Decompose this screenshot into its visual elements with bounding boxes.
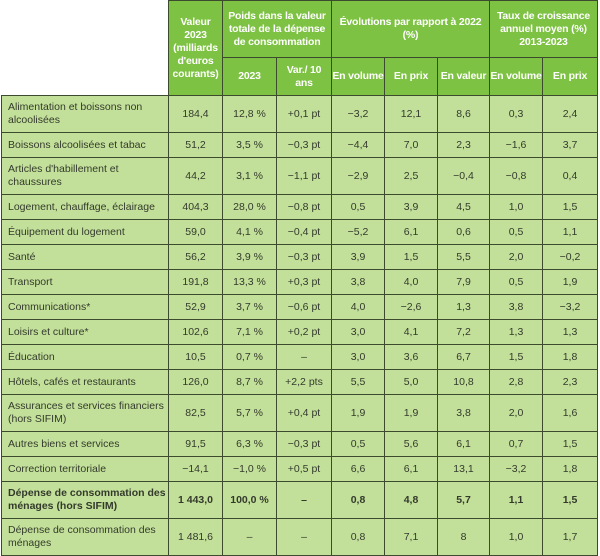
table-cell: 1,0: [490, 195, 543, 220]
table-cell: −4,4: [332, 133, 385, 158]
row-label: Assurances et services financiers (hors SIFIM): [2, 395, 169, 432]
table-cell: 2,4: [543, 96, 598, 133]
table-cell: 7,2: [438, 320, 490, 345]
table-cell: −0,6 pt: [277, 295, 332, 320]
table-row: [2, 320, 598, 345]
table-cell: 1,3: [543, 320, 598, 345]
table-cell: 28,0 %: [223, 195, 277, 220]
table-cell: 3,8: [332, 270, 385, 295]
table-cell: 191,8: [169, 270, 223, 295]
table-cell: 8,7 %: [223, 370, 277, 395]
table-cell: 0,5: [490, 220, 543, 245]
table-cell: 0,7: [490, 432, 543, 457]
table-cell: 1,8: [543, 457, 598, 482]
table-cell: −2,9: [332, 158, 385, 195]
row-label: Logement, chauffage, éclairage: [2, 195, 169, 220]
table-cell: 2,8: [490, 370, 543, 395]
table-cell: 0,5: [490, 270, 543, 295]
table-cell: −5,2: [332, 220, 385, 245]
table-cell: −14,1: [169, 457, 223, 482]
table-cell: 5,7: [438, 482, 490, 519]
table-cell: 1,9: [543, 270, 598, 295]
table-cell: 4,1: [385, 320, 438, 345]
table-cell: 7,0: [385, 133, 438, 158]
table-cell: 5,6: [385, 432, 438, 457]
table-cell: 52,9: [169, 295, 223, 320]
table-cell: 4,1 %: [223, 220, 277, 245]
table-cell: 126,0: [169, 370, 223, 395]
row-label: Dépense de consommation des ménages: [2, 519, 169, 556]
table-cell: +0,4 pt: [277, 395, 332, 432]
row-label: Boissons alcoolisées et tabac: [2, 133, 169, 158]
table-cell: 0,5: [332, 432, 385, 457]
table-cell: 3,9: [332, 245, 385, 270]
table-cell: 1,8: [543, 345, 598, 370]
table-row: [2, 295, 598, 320]
header-evolutions: Évolutions par rapport à 2022 (%): [332, 1, 490, 58]
corner-blank: [2, 1, 169, 96]
header-taux: Taux de croissance annuel moyen (%) 2013-2023: [490, 1, 598, 58]
table-cell: 1,0: [490, 519, 543, 556]
table-cell: 13,1: [438, 457, 490, 482]
table-cell: −3,2: [490, 457, 543, 482]
table-cell: 1 481,6: [169, 519, 223, 556]
table-cell: −3,2: [332, 96, 385, 133]
table-cell: 1,1: [543, 220, 598, 245]
table-cell: –: [277, 345, 332, 370]
subheader: En prix: [543, 58, 598, 96]
table-cell: 1,3: [490, 320, 543, 345]
table-cell: 44,2: [169, 158, 223, 195]
subheader: En valeur: [438, 58, 490, 96]
table-cell: 0,3: [490, 96, 543, 133]
table-cell: 5,5: [438, 245, 490, 270]
table-row: [2, 457, 598, 482]
table-cell: −3,2: [543, 295, 598, 320]
table-cell: 0,4: [543, 158, 598, 195]
table-cell: 1,7: [543, 519, 598, 556]
table-cell: 12,8 %: [223, 96, 277, 133]
table-cell: 59,0: [169, 220, 223, 245]
table-cell: 2,3: [543, 370, 598, 395]
table-cell: −0,8: [490, 158, 543, 195]
table-cell: 4,5: [438, 195, 490, 220]
row-label: Correction territoriale: [2, 457, 169, 482]
table-cell: 10,8: [438, 370, 490, 395]
table-cell: 2,0: [490, 395, 543, 432]
table-cell: 91,5: [169, 432, 223, 457]
subheader: Var./ 10 ans: [277, 58, 332, 96]
header-valeur: Valeur 2023 (milliards d'euros courants): [169, 1, 223, 96]
table-cell: –: [277, 519, 332, 556]
table-row: [2, 133, 598, 158]
row-label: Équipement du logement: [2, 220, 169, 245]
table-cell: 10,5: [169, 345, 223, 370]
table-row: [2, 96, 598, 133]
table-row: [2, 395, 598, 432]
table-cell: 12,1: [385, 96, 438, 133]
table-cell: 3,9: [385, 195, 438, 220]
table-cell: 2,3: [438, 133, 490, 158]
table-cell: −0,3 pt: [277, 133, 332, 158]
table-cell: 8,6: [438, 96, 490, 133]
subheader: En volume: [490, 58, 543, 96]
row-label: Dépense de consommation des ménages (hors SIFIM): [2, 482, 169, 519]
table-cell: 3,7: [543, 133, 598, 158]
table-cell: 184,4: [169, 96, 223, 133]
table-cell: 8: [438, 519, 490, 556]
table-cell: +0,1 pt: [277, 96, 332, 133]
table-cell: −0,4: [438, 158, 490, 195]
table-cell: 1,5: [385, 245, 438, 270]
table-cell: 2,5: [385, 158, 438, 195]
table-cell: 6,3 %: [223, 432, 277, 457]
header-poids: Poids dans la valeur totale de la dépense de consommation: [223, 1, 332, 58]
table-cell: 1,1: [490, 482, 543, 519]
row-label: Communications*: [2, 295, 169, 320]
table-cell: 7,1: [385, 519, 438, 556]
table-cell: 3,8: [438, 395, 490, 432]
table-cell: 6,1: [385, 220, 438, 245]
table-cell: −0,4 pt: [277, 220, 332, 245]
subheader: 2023: [223, 58, 277, 96]
table-cell: 1,9: [385, 395, 438, 432]
table-cell: 0,7 %: [223, 345, 277, 370]
table-cell: 404,3: [169, 195, 223, 220]
table-cell: 3,5 %: [223, 133, 277, 158]
table-cell: −1,0 %: [223, 457, 277, 482]
table-cell: 1,5: [543, 482, 598, 519]
row-label: Autres biens et services: [2, 432, 169, 457]
table-cell: −0,3 pt: [277, 432, 332, 457]
row-label: Articles d'habillement et chaussures: [2, 158, 169, 195]
table-cell: 3,1 %: [223, 158, 277, 195]
row-label: Transport: [2, 270, 169, 295]
table-cell: 0,8: [332, 519, 385, 556]
table-body: [2, 96, 598, 556]
table-cell: 3,6: [385, 345, 438, 370]
row-label: Loisirs et culture*: [2, 320, 169, 345]
table-row: [2, 432, 598, 457]
table-cell: 3,0: [332, 320, 385, 345]
table-cell: 1,6: [543, 395, 598, 432]
table-cell: –: [223, 519, 277, 556]
table-cell: 1,3: [438, 295, 490, 320]
table-cell: 1 443,0: [169, 482, 223, 519]
table-cell: −0,3 pt: [277, 245, 332, 270]
table-cell: 7,9: [438, 270, 490, 295]
table-row: [2, 482, 598, 519]
table-cell: 51,2: [169, 133, 223, 158]
table-cell: 1,5: [543, 195, 598, 220]
table-cell: 3,7 %: [223, 295, 277, 320]
table-cell: −1,6: [490, 133, 543, 158]
table-cell: 102,6: [169, 320, 223, 345]
table-cell: 0,6: [438, 220, 490, 245]
row-label: Éducation: [2, 345, 169, 370]
table-cell: 7,1 %: [223, 320, 277, 345]
row-label: Alimentation et boissons non alcoolisées: [2, 96, 169, 133]
table-row: [2, 158, 598, 195]
subheader: En volume: [332, 58, 385, 96]
table-cell: −0,8 pt: [277, 195, 332, 220]
table-cell: +0,2 pt: [277, 320, 332, 345]
table-row: [2, 220, 598, 245]
table-cell: 82,5: [169, 395, 223, 432]
table-cell: –: [277, 482, 332, 519]
table-cell: 100,0 %: [223, 482, 277, 519]
table-cell: 1,9: [332, 395, 385, 432]
table-cell: 1,5: [543, 432, 598, 457]
table-cell: 5,0: [385, 370, 438, 395]
consumption-table: [1, 0, 598, 556]
table-cell: 0,8: [332, 482, 385, 519]
row-label: Santé: [2, 245, 169, 270]
table-cell: 6,7: [438, 345, 490, 370]
table-cell: −1,1 pt: [277, 158, 332, 195]
table-cell: 5,7 %: [223, 395, 277, 432]
table-cell: 3,9 %: [223, 245, 277, 270]
table-cell: 6,1: [438, 432, 490, 457]
table-cell: 5,5: [332, 370, 385, 395]
table-cell: 4,8: [385, 482, 438, 519]
table-cell: +0,5 pt: [277, 457, 332, 482]
table-row: [2, 245, 598, 270]
table-row: [2, 370, 598, 395]
table-row: [2, 270, 598, 295]
table-cell: 6,1: [385, 457, 438, 482]
table-cell: 4,0: [385, 270, 438, 295]
table-cell: +2,2 pts: [277, 370, 332, 395]
table-cell: 2,0: [490, 245, 543, 270]
table-cell: 56,2: [169, 245, 223, 270]
table-cell: 13,3 %: [223, 270, 277, 295]
table-cell: 3,0: [332, 345, 385, 370]
table-cell: 6,6: [332, 457, 385, 482]
subheader: En prix: [385, 58, 438, 96]
table-cell: 0,5: [332, 195, 385, 220]
table-cell: −2,6: [385, 295, 438, 320]
row-label: Hôtels, cafés et restaurants: [2, 370, 169, 395]
table-cell: 3,8: [490, 295, 543, 320]
table-row: [2, 195, 598, 220]
table-cell: +0,3 pt: [277, 270, 332, 295]
table-cell: 4,0: [332, 295, 385, 320]
table-row: [2, 519, 598, 556]
table-row: [2, 345, 598, 370]
table-cell: 1,5: [490, 345, 543, 370]
table-cell: −0,2: [543, 245, 598, 270]
